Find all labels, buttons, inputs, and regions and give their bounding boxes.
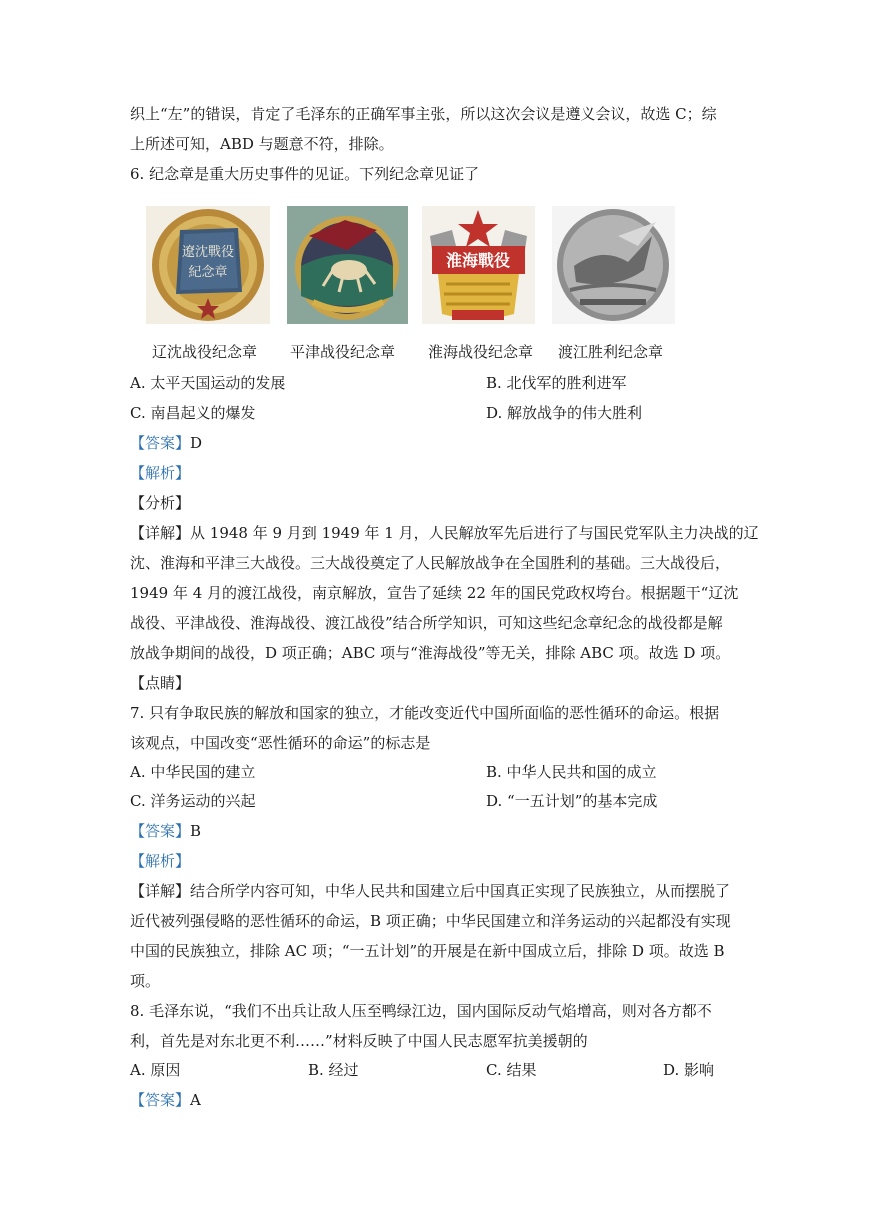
q7-option-b: B. 中华人民共和国的成立: [486, 763, 657, 781]
caption-dujiang: 渡江胜利纪念章: [558, 343, 664, 361]
q8-answer: [130, 1090, 750, 1110]
q6-stem: 6. 纪念章是重大历史事件的见证。下列纪念章见证了: [130, 165, 480, 183]
q8-stem-line-2: 利，首先是对东北更不利……”材料反映了中国人民志愿军抗美援朝的: [130, 1032, 588, 1050]
q5-explanation-line-1: 织上“左”的错误，肯定了毛泽东的正确军事主张，所以这次会议是遵义会议，故选 C；综: [130, 105, 717, 123]
q6-option-a: A. 太平天国运动的发展: [130, 374, 286, 392]
answer-tag: 【答案】: [130, 822, 191, 840]
q8-option-d: D. 影响: [663, 1061, 715, 1079]
answer-value: A: [190, 1091, 201, 1109]
q6-detail-line-4: 战役、平津战役、淮海战役、渡江战役”结合所学知识，可知这些纪念章纪念的战役都是解: [130, 614, 723, 632]
q7-answer: [130, 821, 750, 841]
q6-option-c: C. 南昌起义的爆发: [130, 404, 256, 422]
dujiang-medal-image: [552, 206, 675, 324]
liaoshen-medal-image: [146, 206, 270, 324]
q6-detail-line-1: 【详解】从 1948 年 9 月到 1949 年 1 月，人民解放军先后进行了与国民党军队主力决战的辽: [130, 524, 759, 542]
q7-detail-line-3: 中国的民族独立，排除 AC 项；“一五计划”的开展是在新中国成立后，排除 D 项。故选 B: [130, 942, 725, 960]
q8-option-c: C. 结果: [486, 1061, 537, 1079]
q8-stem-line-1: 8. 毛泽东说，“我们不出兵让敌人压至鸭绿江边，国内国际反动气焰增高，则对各方都不: [130, 1002, 712, 1020]
pingjin-medal-image: [287, 206, 408, 324]
q6-fenxi-tag: 【分析】: [130, 494, 191, 512]
answer-value: D: [190, 434, 203, 452]
q7-option-d: D. “一五计划”的基本完成: [486, 792, 658, 810]
answer-tag: 【答案】: [130, 434, 191, 452]
q6-dianjing-tag: 【点睛】: [130, 674, 191, 692]
q8-option-b: B. 经过: [308, 1061, 359, 1079]
answer-value: B: [190, 822, 202, 840]
q6-jiexi-tag: 【解析】: [130, 464, 191, 482]
q8-option-a: A. 原因: [130, 1061, 181, 1079]
q6-detail-line-2: 沈、淮海和平津三大战役。三大战役奠定了人民解放战争在全国胜利的基础。三大战役后，: [130, 554, 731, 572]
caption-pingjin: 平津战役纪念章: [290, 343, 396, 361]
q7-option-c: C. 洋务运动的兴起: [130, 792, 256, 810]
badge-text-liaoshen-1: 遼沈戰役: [181, 245, 235, 260]
q6-answer: [130, 433, 750, 453]
q7-detail-line-2: 近代被列强侵略的恶性循环的命运，B 项正确；中华民国建立和洋务运动的兴起都没有实现: [130, 912, 731, 930]
detail-tag: 【详解】: [130, 882, 191, 900]
q6-option-d: D. 解放战争的伟大胜利: [486, 404, 643, 422]
caption-liaoshen: 辽沈战役纪念章: [152, 343, 258, 361]
caption-huaihai: 淮海战役纪念章: [428, 343, 534, 361]
huaihai-medal-image: [422, 206, 535, 324]
q7-detail-line-4: 项。: [130, 972, 161, 990]
q6-detail-line-3: 1949 年 4 月的渡江战役，南京解放，宣告了延续 22 年的国民党政权垮台。根据题干“辽沈: [130, 584, 739, 602]
q5-explanation-line-2: 上所述可知，ABD 与题意不符，排除。: [130, 135, 394, 153]
badge-text-huaihai: 淮海戰役: [445, 251, 511, 270]
badge-text-liaoshen-2: 紀念章: [188, 265, 228, 280]
q7-option-a: A. 中华民国的建立: [130, 763, 256, 781]
q6-detail-line-5: 放战争期间的战役，D 项正确；ABC 项与“淮海战役”等无关，排除 ABC 项。故选 D 项。: [130, 644, 731, 662]
detail-tag: 【详解】: [130, 524, 191, 542]
q7-jiexi-tag: 【解析】: [130, 852, 191, 870]
answer-tag: 【答案】: [130, 1091, 191, 1109]
q7-stem-line-2: 该观点，中国改变“恶性循环的命运”的标志是: [130, 734, 431, 752]
q7-detail-line-1: 【详解】结合所学内容可知，中华人民共和国建立后中国真正实现了民族独立，从而摆脱了: [130, 882, 731, 900]
q7-stem-line-1: 7. 只有争取民族的解放和国家的独立，才能改变近代中国所面临的恶性循环的命运。根据: [130, 704, 720, 722]
q6-option-b: B. 北伐军的胜利进军: [486, 374, 627, 392]
